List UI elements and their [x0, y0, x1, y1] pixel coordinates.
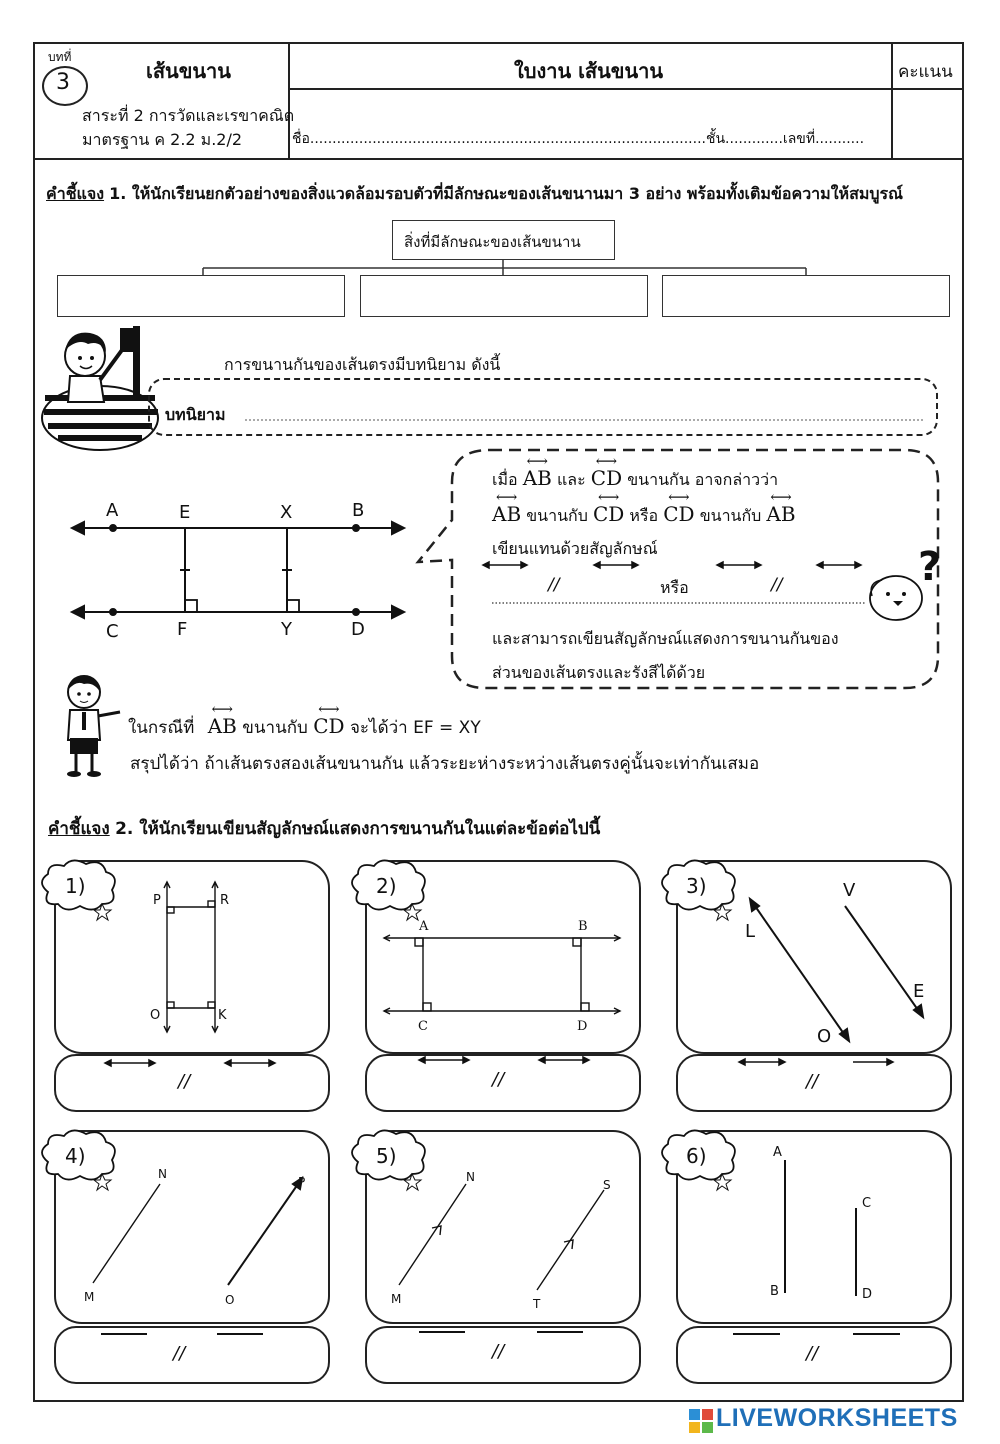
- bubble-line-2: ⟷ AB ขนานกับ ⟷ CD หรือ ⟷ CD ขนานกับ ⟷ AB: [492, 502, 796, 529]
- chapter-label: บทที่: [48, 50, 72, 64]
- instruction-label: คำชี้แจง: [46, 184, 105, 203]
- q6-label-D: D: [862, 1287, 873, 1302]
- q4-label-N: N: [158, 1167, 167, 1181]
- question-3-number: 3): [686, 874, 707, 898]
- q2-label-A: A: [419, 919, 429, 934]
- q1-label-R: R: [220, 893, 230, 908]
- fig-label-A: A: [106, 500, 119, 521]
- unit-title: เส้นขนาน: [146, 59, 231, 83]
- bubble-sym-2: //: [771, 575, 783, 595]
- definition-intro: การขนานกันของเส้นตรงมีบทนิยาม ดังนี้: [224, 355, 501, 374]
- bubble-line-6: ส่วนของเส้นตรงและรังสีได้ด้วย: [492, 663, 706, 682]
- bubble-or: หรือ: [660, 578, 689, 597]
- question-6-number: 6): [686, 1144, 707, 1168]
- conclusion-summary: สรุปได้ว่า ถ้าเส้นตรงสองเส้นขนานกัน แล้วระยะห่างระหว่างเส้นตรงคู่นั้นจะเท่ากันเสมอ: [130, 754, 760, 774]
- question-1-number: 1): [65, 874, 86, 898]
- sheet-title: ใบงาน เส้นขนาน: [514, 59, 664, 83]
- name-line: ชื่อ.........................................................................................ชั้น.............เลขที่...........: [292, 131, 865, 147]
- q6-label-B: B: [770, 1284, 779, 1299]
- q1-label-O: O: [150, 1008, 161, 1023]
- q4-label-O: O: [225, 1293, 235, 1307]
- fig-label-Y: Y: [281, 619, 292, 640]
- question-5-number: 5): [376, 1144, 397, 1168]
- q1-label-K: K: [218, 1008, 227, 1023]
- q1-label-P: P: [153, 893, 161, 908]
- part2-instruction: คำชี้แจง 2. ให้นักเรียนเขียนสัญลักษณ์แสดงการขนานกันในแต่ละข้อต่อไปนี้: [48, 819, 601, 839]
- bubble-sym-1: //: [548, 575, 560, 595]
- answer-5-sym: //: [492, 1341, 505, 1362]
- fig-label-B: B: [352, 500, 365, 521]
- q2-label-C: C: [418, 1019, 428, 1034]
- question-4-number: 4): [65, 1144, 86, 1168]
- vector-CD: ⟷ CD: [591, 466, 622, 490]
- bubble-line-5: และสามารถเขียนสัญลักษณ์แสดงการขนานกันของ: [492, 629, 839, 648]
- conclusion-case: ในกรณีที่ ⟷ AB ขนานกับ ⟷ CD จะได้ว่า EF = XY: [128, 714, 481, 741]
- q5-label-T: T: [533, 1297, 541, 1311]
- definition-label: บทนิยาม: [165, 405, 226, 424]
- q3-label-O: O: [817, 1026, 832, 1047]
- q2-label-D: D: [577, 1019, 588, 1034]
- question-2-number: 2): [376, 874, 397, 898]
- answer-6-sym: //: [806, 1343, 819, 1364]
- q4-label-M: M: [84, 1290, 95, 1304]
- q4-label-P: P: [298, 1175, 306, 1189]
- instruction-text: 1. ให้นักเรียนยกตัวอย่างของสิ่งแวดล้อมรอบตัวที่มีลักษณะของเส้นขนานมา 3 อย่าง พร้อมทั้งเติมข้อความให้สมบูรณ์: [109, 184, 903, 203]
- q5-label-N: N: [466, 1170, 475, 1184]
- svg-text:?: ?: [918, 544, 942, 590]
- fig-label-D: D: [351, 619, 365, 640]
- fig-label-X: X: [280, 502, 293, 523]
- strand-text: สาระที่ 2 การวัดและเรขาคณิต: [82, 106, 295, 125]
- q2-label-B: B: [578, 919, 588, 934]
- liveworksheets-logo-icon: [689, 1409, 713, 1433]
- answer-1-sym: //: [178, 1071, 191, 1092]
- answer-3-sym: //: [806, 1071, 819, 1092]
- bubble-line-1: เมื่อ ⟷ AB และ ⟷ CD ขนานกัน อาจกล่าวว่า: [492, 466, 778, 493]
- bubble-line-3: เขียนแทนด้วยสัญลักษณ์: [492, 539, 658, 558]
- q3-label-L: L: [745, 921, 756, 942]
- q6-label-A: A: [773, 1145, 782, 1160]
- q6-label-C: C: [862, 1196, 872, 1211]
- answer-4-sym: //: [173, 1343, 186, 1364]
- tree-root-label: สิ่งที่มีลักษณะของเส้นขนาน: [404, 233, 581, 251]
- fig-label-C: C: [106, 621, 119, 642]
- q5-label-S: S: [603, 1178, 611, 1192]
- score-label: คะแนน: [898, 62, 953, 82]
- q5-label-M: M: [391, 1292, 402, 1306]
- standard-text: มาตรฐาน ค 2.2 ม.2/2: [82, 130, 243, 149]
- fig-label-F: F: [177, 619, 188, 640]
- liveworksheets-brand: LIVEWORKSHEETS: [716, 1404, 958, 1432]
- chapter-number: 3: [56, 70, 70, 95]
- q3-label-V: V: [843, 880, 856, 901]
- answer-2-sym: //: [492, 1069, 505, 1090]
- q3-label-E: E: [913, 981, 925, 1002]
- fig-label-E: E: [179, 502, 191, 523]
- vector-AB: ⟷ AB: [523, 466, 552, 490]
